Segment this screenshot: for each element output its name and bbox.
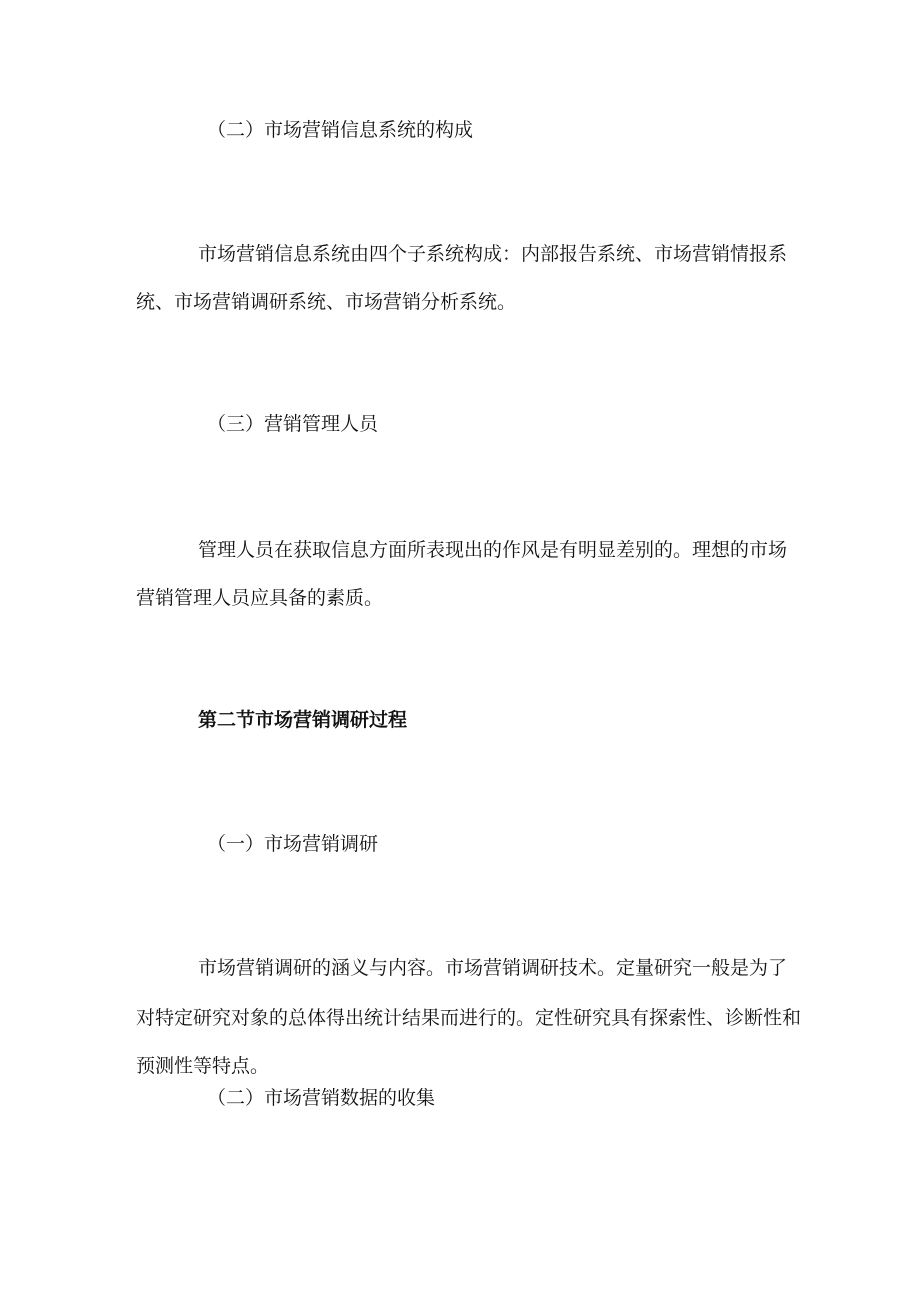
paragraph-line: 市场营销信息系统由四个子系统构成：内部报告系统、市场营销情报系	[198, 243, 788, 265]
subheading-data-collection: （二）市场营销数据的收集	[207, 1087, 436, 1109]
subheading-marketing-research: （一）市场营销调研	[207, 833, 379, 855]
paragraph-line: 市场营销调研的涵义与内容。市场营销调研技术。定量研究一般是为了	[198, 957, 788, 979]
paragraph-line: 管理人员在获取信息方面所表现出的作风是有明显差别的。理想的市场	[198, 539, 788, 561]
paragraph-line: 预测性等特点。	[136, 1055, 270, 1077]
section-heading: 第二节市场营销调研过程	[198, 709, 408, 731]
paragraph-line: 营销管理人员应具备的素质。	[136, 587, 384, 609]
subheading-information-system-structure: （二）市场营销信息系统的构成	[207, 119, 474, 141]
paragraph-line: 统、市场营销调研系统、市场营销分析系统。	[136, 291, 517, 313]
subheading-marketing-managers: （三）营销管理人员	[207, 413, 379, 435]
paragraph-line: 对特定研究对象的总体得出统计结果而进行的。定性研究具有探索性、诊断性和	[136, 1007, 802, 1029]
